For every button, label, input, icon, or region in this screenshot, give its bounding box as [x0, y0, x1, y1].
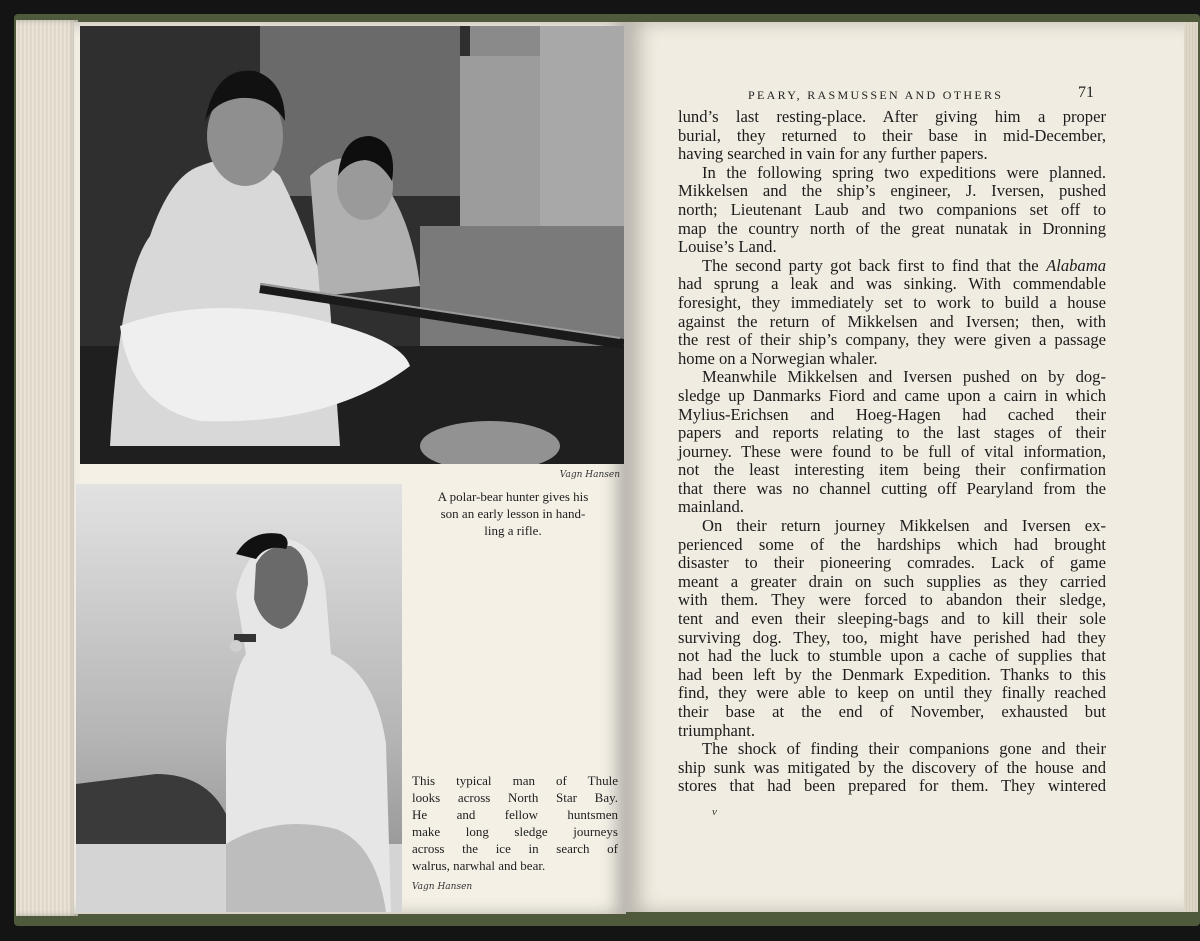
caption-line: across the ice in search of: [412, 841, 618, 856]
caption-line: This typical man of Thule: [412, 773, 618, 788]
text-line: north; Lieutenant Laub and two companions set off to: [678, 199, 1106, 219]
signature-mark: v: [712, 806, 717, 818]
text-line: foresight, they immediately set to work to build a house: [678, 292, 1106, 312]
text-line: On their return journey Mikkelsen and Iversen ex-: [702, 516, 1106, 536]
text-line: journey. These were found to be full of vital information,: [678, 441, 1106, 461]
caption-line: walrus, narwhal and bear.: [412, 858, 546, 873]
caption-line: looks across North Star Bay.: [412, 790, 618, 805]
body-text: [678, 108, 1106, 796]
text-line: Mikkelsen and the ship’s engineer, J. Iversen, pushed: [678, 181, 1106, 201]
text-line: sledge up Danmarks Fiord and came upon a cairn in which: [678, 385, 1106, 405]
text-line: having searched in vain for any further papers.: [678, 144, 988, 164]
text-line: burial, they returned to their base in mid-December,: [678, 125, 1106, 145]
caption-line: He and fellow huntsmen: [412, 807, 618, 822]
text-line: lund’s last resting-place. After giving him a proper: [678, 107, 1106, 126]
photo-credit-top: Vagn Hansen: [559, 470, 620, 480]
page-edges-right: [1184, 22, 1198, 912]
text-line: had sprung a leak and was sinking. With commendable: [678, 274, 1106, 294]
caption-line: ling a rifle.: [484, 523, 542, 538]
caption-thule-man: [412, 772, 618, 874]
text-line: Meanwhile Mikkelsen and Iversen pushed on by dog-: [702, 367, 1106, 387]
caption-line: son an early lesson in hand-: [440, 506, 586, 521]
running-head: PEARY, RASMUSSEN AND OTHERS: [748, 88, 1004, 102]
text-line: tent and even their sleeping-bags and to kill their sole: [678, 609, 1106, 629]
text-line: meant a greater drain on such supplies as they carried: [678, 571, 1106, 591]
page-edges-left: [16, 20, 78, 916]
text-line: surviving dog. They, too, might have perished had they: [678, 627, 1106, 647]
caption-hunter-lesson: [410, 488, 616, 539]
page-number: 71: [1078, 84, 1094, 101]
text-line: home on a Norwegian whaler.: [678, 348, 878, 368]
text-line: In the following spring two expeditions were planned.: [702, 162, 1106, 182]
text-line: ship sunk was mitigated by the discovery of the house and: [678, 757, 1106, 777]
photo-thule-man: [76, 484, 402, 912]
text-line: Mylius-Erichsen and Hoeg-Hagen had cached their: [678, 404, 1106, 424]
text-line: papers and reports relating to the last stages of their: [678, 423, 1106, 443]
photo-thule-man-image: [76, 484, 402, 912]
text-line: disaster to their pioneering comrades. Lack of game: [678, 553, 1106, 573]
photo-hunter-and-son: [80, 26, 624, 464]
photo-hunter-and-son-image: [80, 26, 624, 464]
text-line: The second party got back first to find that the Alabama: [702, 255, 1106, 275]
text-line: map the country north of the great nunatak in Dronning: [678, 218, 1106, 238]
text-line: the rest of their ship’s company, they were given a passage: [678, 330, 1106, 350]
photo-credit-bottom: Vagn Hansen: [412, 882, 473, 892]
ship-name: Alabama: [1046, 255, 1106, 275]
text-line: stores that had been prepared for them. They wintered: [678, 776, 1106, 796]
text-line: find, they were able to keep on until they finally reached: [678, 683, 1106, 703]
text-line: The shock of finding their companions gone and their: [702, 739, 1106, 759]
caption-line: make long sledge journeys: [412, 824, 618, 839]
text-line: mainland.: [678, 497, 744, 517]
text-line: with them. They were forced to abandon their sledge,: [678, 590, 1106, 610]
text-line: that there was no channel cutting off Pearyland from the: [678, 478, 1106, 498]
text-line: perienced some of the hardships which had brought: [678, 534, 1106, 554]
text-line: against the return of Mikkelsen and Iversen; then, with: [678, 311, 1106, 331]
text-line: triumphant.: [678, 720, 755, 740]
text-line: Louise’s Land.: [678, 237, 777, 257]
text-line: not had the luck to stumble upon a cache of supplies that: [678, 646, 1106, 666]
text-line: had been left by the Denmark Expedition. Thanks to this: [678, 664, 1106, 684]
caption-line: A polar-bear hunter gives his: [437, 489, 589, 504]
text-line: not the least interesting item being their confirmation: [678, 460, 1106, 480]
text-line: their base at the end of November, exhausted but: [678, 702, 1106, 721]
